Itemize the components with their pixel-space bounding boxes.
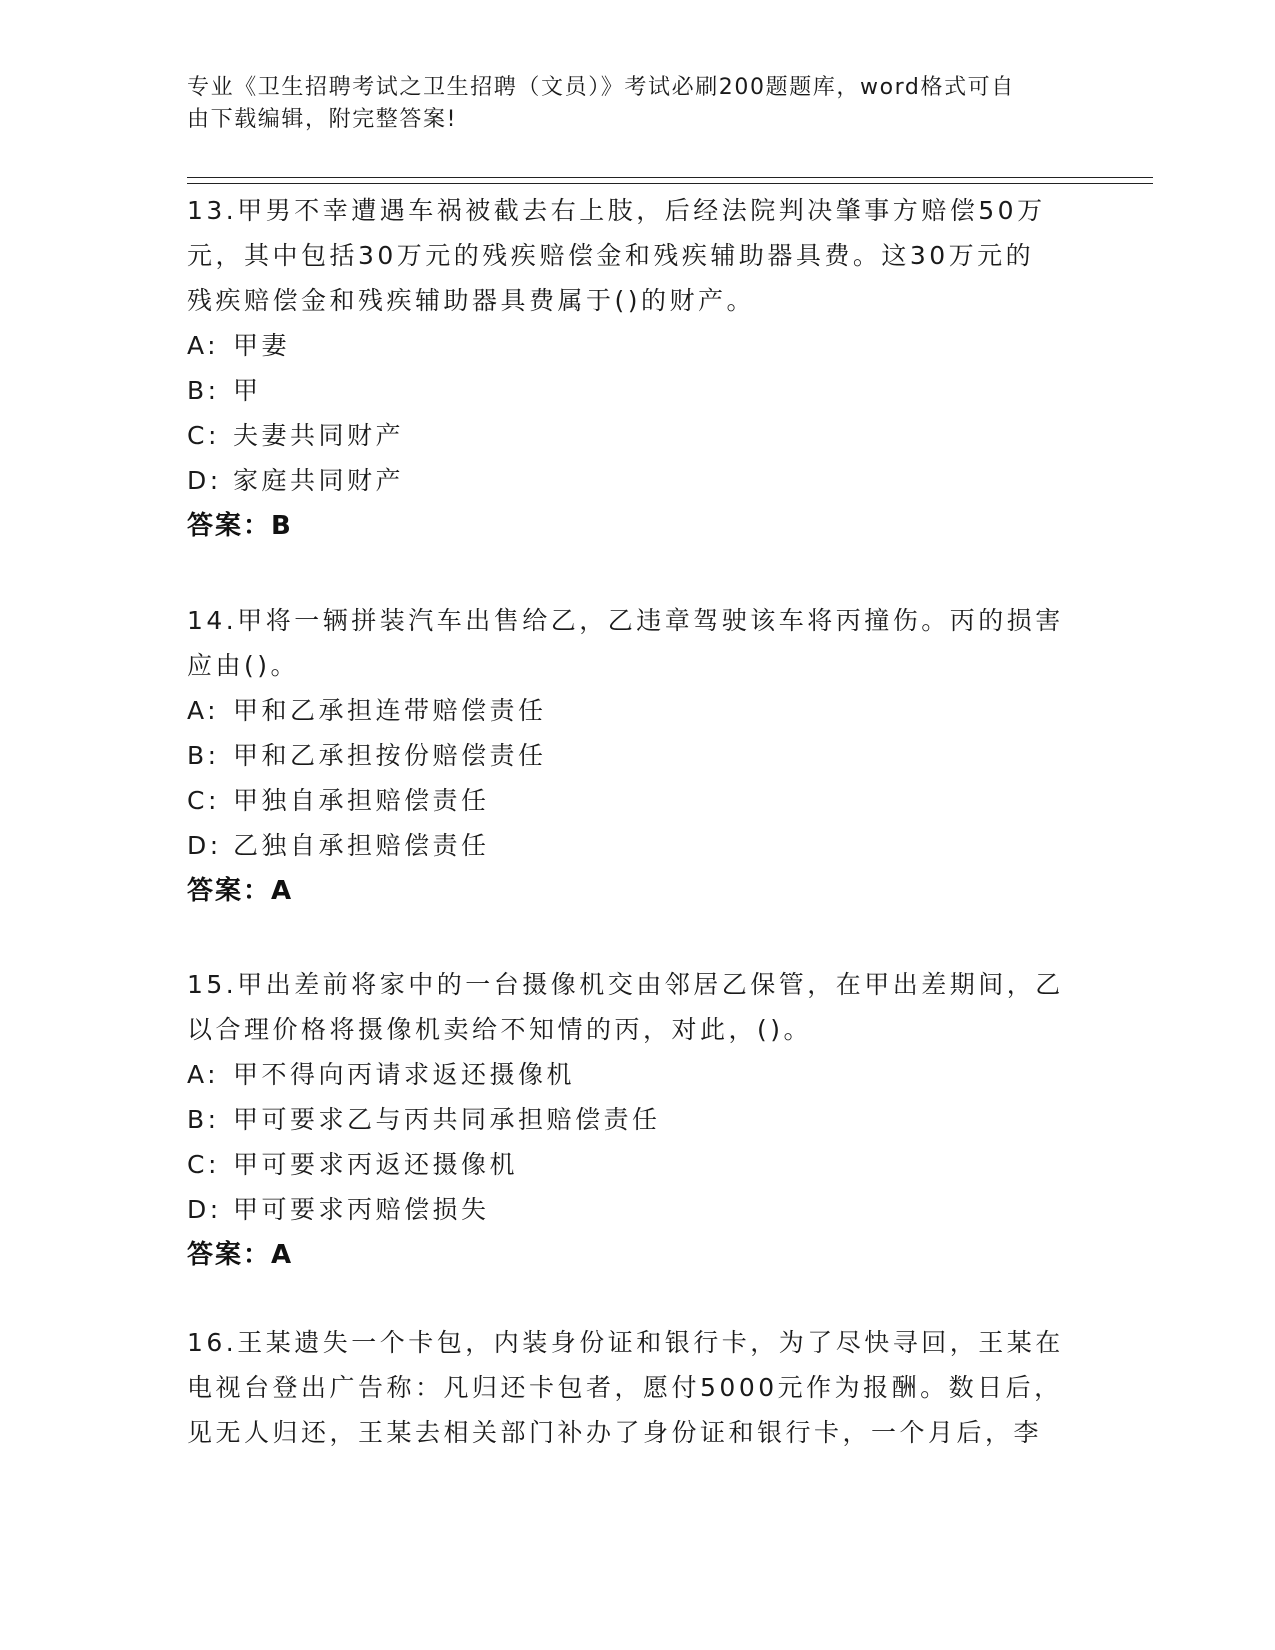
option-a [187,1052,1087,1097]
question-stem-line: 以合理价格将摄像机卖给不知情的丙，对此，()。 [187,1015,813,1044]
question-stem-line: 残疾赔偿金和残疾辅助器具费属于()的财产。 [187,286,756,315]
question-stem-line: 元，其中包括30万元的残疾赔偿金和残疾辅助器具费。这30万元的 [187,241,1035,270]
option-d [187,458,1087,503]
option-b [187,733,1087,778]
question-stem-line: 电视台登出广告称：凡归还卡包者，愿付5000元作为报酬。数日后， [187,1373,1063,1402]
option-key: B: [187,376,220,405]
option-c [187,1142,1087,1187]
question-stem-line: 15.甲出差前将家中的一台摄像机交由邻居乙保管，在甲出差期间，乙 [187,970,1064,999]
option-b [187,1097,1087,1142]
option-key: A: [187,1060,220,1089]
question-15 [187,962,1087,1278]
option-text: 甲和乙承担按份赔偿责任 [233,741,547,770]
header-line-1: 专业《卫生招聘考试之卫生招聘（文员）》考试必刷200题题库，word格式可自 [187,75,1015,100]
question-14 [187,598,1087,914]
option-text: 甲独自承担赔偿责任 [233,786,490,815]
option-key: D: [187,1195,222,1224]
option-d [187,1187,1087,1232]
option-key: C: [187,1150,220,1179]
question-16 [187,1320,1087,1455]
option-key: B: [187,1105,220,1134]
question-stem-line: 见无人归还，王某去相关部门补办了身份证和银行卡，一个月后，李 [187,1418,1043,1447]
option-text: 甲可要求丙返还摄像机 [233,1150,519,1179]
option-a [187,323,1087,368]
option-a [187,688,1087,733]
question-stem-line: 16.王某遗失一个卡包，内装身份证和银行卡，为了尽快寻回，王某在 [187,1328,1064,1357]
question-stem-line: 13.甲男不幸遭遇车祸被截去右上肢，后经法院判决肇事方赔偿50万 [187,196,1046,225]
option-b [187,368,1087,413]
option-text: 甲可要求乙与丙共同承担赔偿责任 [233,1105,661,1134]
option-key: D: [187,831,222,860]
option-key: B: [187,741,220,770]
header-divider-top [187,177,1153,178]
option-text: 甲妻 [233,331,291,360]
answer-label: 答案：B [187,511,293,541]
option-key: C: [187,786,220,815]
question-stem-line: 14.甲将一辆拼装汽车出售给乙，乙违章驾驶该车将丙撞伤。丙的损害 [187,606,1064,635]
option-text: 乙独自承担赔偿责任 [233,831,490,860]
option-c [187,778,1087,823]
option-c [187,413,1087,458]
option-text: 甲 [233,376,262,405]
option-key: D: [187,466,222,495]
header-line-2: 由下载编辑，附完整答案! [187,107,458,132]
option-key: A: [187,696,220,725]
option-text: 甲可要求丙赔偿损失 [233,1195,490,1224]
option-d [187,823,1087,868]
answer-label: 答案：A [187,876,294,906]
option-text: 甲和乙承担连带赔偿责任 [233,696,547,725]
question-13 [187,188,1087,549]
option-key: C: [187,421,220,450]
option-text: 夫妻共同财产 [233,421,405,450]
document-header [187,72,1087,136]
option-text: 家庭共同财产 [233,466,405,495]
header-divider-bottom [187,183,1153,184]
option-text: 甲不得向丙请求返还摄像机 [233,1060,576,1089]
answer-label: 答案：A [187,1240,294,1270]
question-stem-line: 应由()。 [187,651,300,680]
option-key: A: [187,331,220,360]
